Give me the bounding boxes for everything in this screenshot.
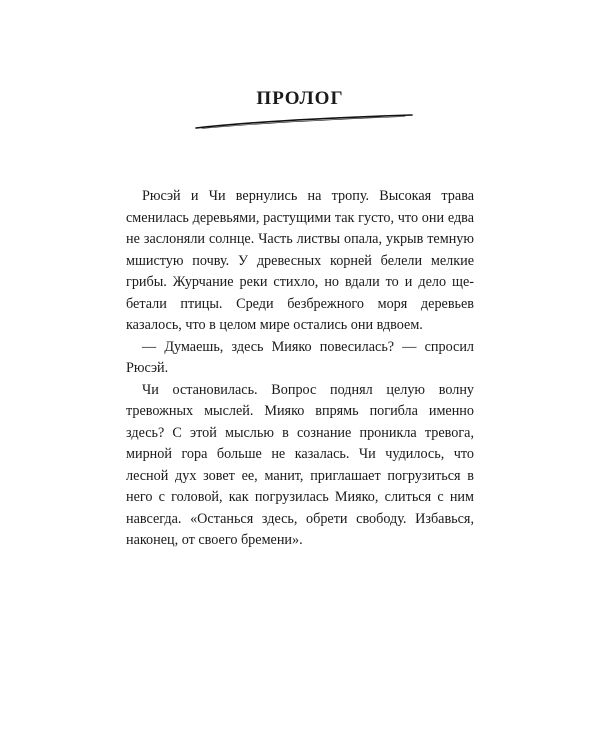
paragraph-1: Рюсэй и Чи вернулись на тропу. Высокая трава сменилась деревьями, растущими так густо, что они едва не заслоняли солнце. Часть листвы опала, укрыв темную мшистую почву. У древесных корней белели мелкие грибы. Журчание реки стихло, но вдали то и дело щебетали птицы. Среди безбрежного моря деревьев казалось, что в целом мире остались они вдвоем. bbox=[126, 188, 474, 333]
chapter-title: ПРОЛОГ bbox=[256, 88, 344, 109]
title-underline-flourish bbox=[190, 112, 420, 136]
paragraph-2: — Думаешь, здесь Мияко повесилась? — спросил Рюсэй. bbox=[126, 338, 474, 376]
paragraph-3: Чи остановилась. Вопрос поднял целую волну тревожных мыслей. Мияко впрямь погибла именно здесь? С этой мыслью в сознание проникла тревога, мирной гора больше не казалась. Чи чудилось, что лесной дух зовет ее, манит, приглашает погрузиться в него с головой, как погрузилась Мияко, слиться с ним навсегда. «Останься здесь, обрети свободу. Избавься, наконец, от своего бремени». bbox=[126, 381, 474, 548]
prologue-text bbox=[126, 186, 474, 552]
